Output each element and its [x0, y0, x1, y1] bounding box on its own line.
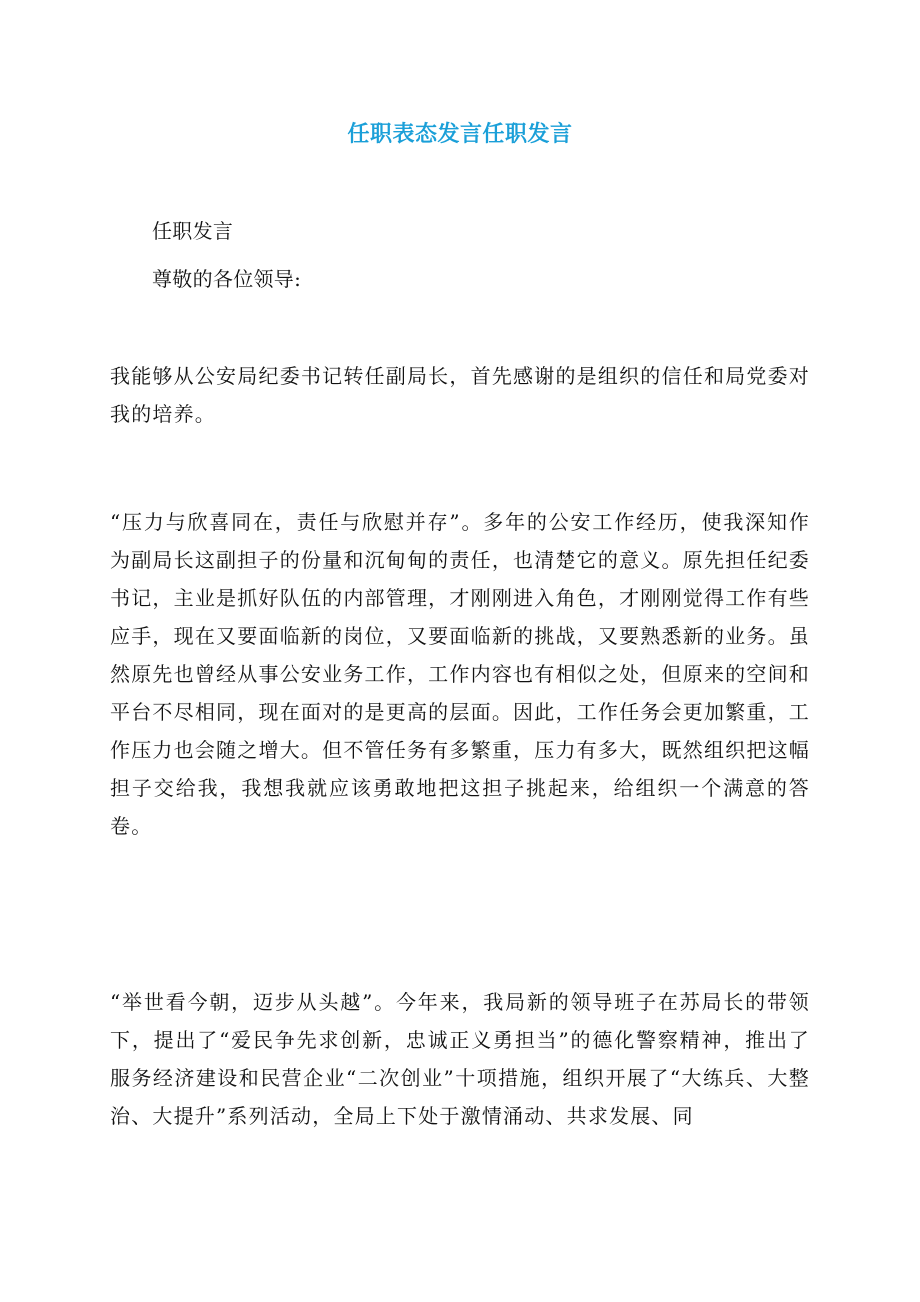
salutation: 尊敬的各位领导: — [152, 267, 302, 291]
paragraph-2: “压力与欣喜同在，责任与欣慰并存”。多年的公安工作经历，使我深知作为副局长这副担子的份量和沉甸甸的责任，也清楚它的意义。原先担任纪委书记，主业是抓好队伍的内部管理，才刚刚进入角色，才刚刚觉得工作有些应手，现在又要面临新的岗位，又要面临新的挑战，又要熟悉新的业务。虽然原先也曾经从事公安业务工作，工作内容也有相似之处，但原来的空间和平台不尽相同，现在面对的是更高的层面。因此，工作任务会更加繁重，工作压力也会随之增大。但不管任务有多繁重，压力有多大，既然组织把这幅担子交给我，我想我就应该勇敢地把这担子挑起来，给组织一个满意的答卷。 — [110, 510, 810, 838]
paragraph-1: 我能够从公安局纪委书记转任副局长，首先感谢的是组织的信任和局党委对我的培养。 — [110, 364, 810, 426]
document-title: 任职表态发言任职发言 — [347, 121, 573, 147]
paragraph-3: “举世看今朝，迈步从头越”。今年来，我局新的领导班子在苏局长的带领下，提出了“爱民争先求创新，忠诚正义勇担当”的德化警察精神，推出了服务经济建设和民营企业“二次创业”十项措施，组织开展了“大练兵、大整治、大提升”系列活动，全局上下处于激情涌动、共求发展、同 — [110, 990, 810, 1128]
speech-heading: 任职发言 — [152, 219, 234, 243]
